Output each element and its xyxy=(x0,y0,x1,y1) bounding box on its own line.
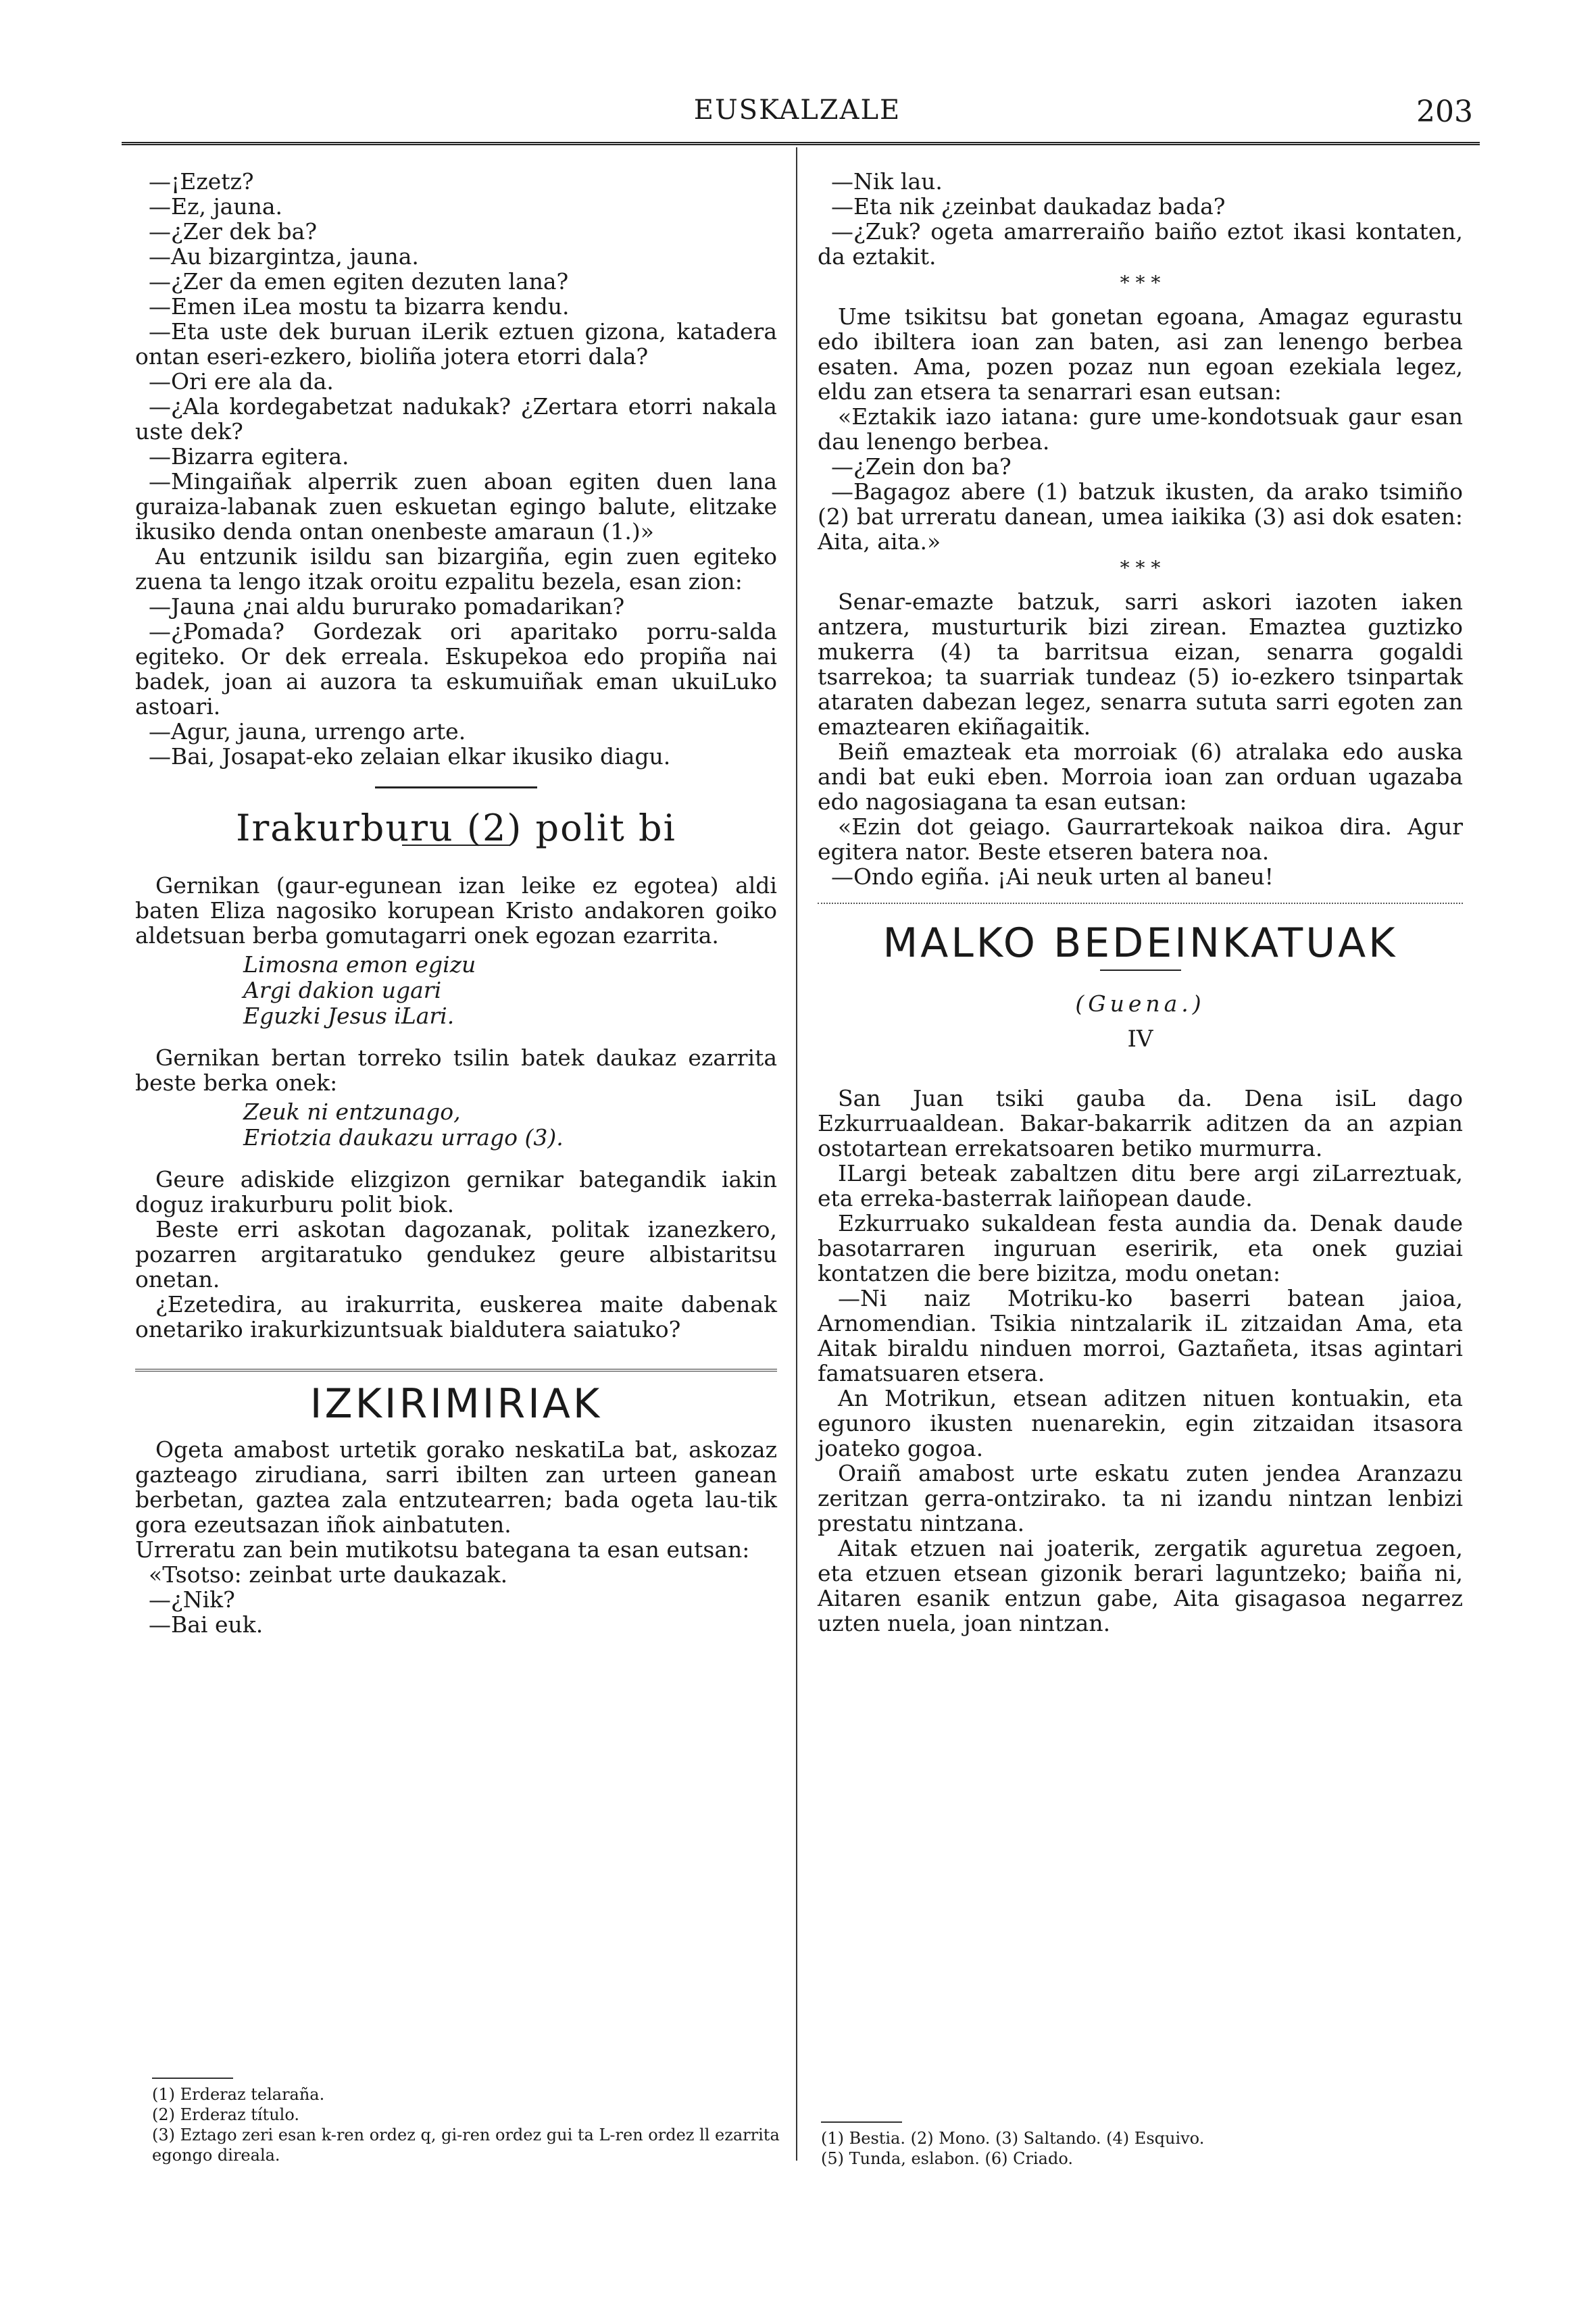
poem-line: Zeuk ni entzunago, xyxy=(243,1099,461,1125)
footnotes-left xyxy=(152,2084,784,2165)
dialogue-line: —¡Ezetz? xyxy=(149,168,254,195)
dialogue-line: —Ondo egiña. ¡Ai neuk urten al baneu! xyxy=(831,863,1274,890)
title-rule xyxy=(1100,970,1181,971)
footnotes-right xyxy=(821,2128,1463,2169)
paragraph: —Ni naiz Motriku-ko baserri batean jaioa, Arnomendian. Tsikia nintzalarik iL zitzaidan Ama, eta Aitak biraldu ninduen morroi, Gaztañeta, itsas agintari famatsuaren etsera. xyxy=(818,1285,1463,1386)
paragraph: Oraiñ amabost urte eskatu zuten jendea Aranzazu zeritzan gerra-ontzirako. ta ni izandu nintzan lenbizi prestatu nintzana. xyxy=(818,1460,1463,1536)
inscription-poem xyxy=(243,952,777,1029)
running-title: EUSKALZALE xyxy=(693,95,901,126)
dialogue-line: —¿Zuk? ogeta amarreraiño baiño eztot ikasi kontaten, da eztakit. xyxy=(818,218,1463,270)
poem-line: Eguzki Jesus iLari. xyxy=(243,1003,455,1029)
paragraph: Senar-emazte batzuk, sarri askori iazoten iaken antzera, musturturik bizi zirean. Emaztea guztizko mukerra (4) ta barritsua eizan, senarra gogaldi tsarrekoa; ta suarriak tundeaz (5) io-ezkero tsinpartak ataraten dabezan legez, senarra sututa sarri egoten zan emaztearen ekiñagaitik. xyxy=(818,588,1463,740)
poem-line: Eriotzia daukazu urrago (3). xyxy=(243,1124,564,1151)
page-number: 203 xyxy=(1416,95,1473,129)
dialogue-line: —Bai euk. xyxy=(149,1611,264,1638)
paragraph: Gernikan bertan torreko tsilin batek daukaz ezarrita beste berka onek: xyxy=(135,1045,777,1096)
poem-line: Limosna emon egizu xyxy=(243,951,476,978)
asterism: * * * xyxy=(1120,557,1161,579)
dialogue-line: —¿Ala kordegabetzat nadukak? ¿Zertara etorri nakala uste dek? xyxy=(135,393,777,445)
dialogue-line: —Ori ere ala da. xyxy=(149,368,334,395)
dialogue-line: —¿Zer da emen egiten dezuten lana? xyxy=(149,268,569,295)
section-title: MALKO BEDEINKATUAK xyxy=(882,920,1398,967)
section-divider xyxy=(818,903,1463,904)
footnote: (5) Tunda, eslabon. (6) Criado. xyxy=(821,2149,1073,2168)
dialogue-line: —¿Pomada? Gordezak ori aparitako porru-salda egiteko. Or dek erreala. Eskupekoa edo propiña nai badek, joan ai auzora ta eskumuiñak eman ukuiLuko astoari. xyxy=(135,618,777,720)
dialogue-line: «Tsotso: zeinbat urte daukazak. xyxy=(149,1561,508,1588)
dialogue-line: —¿Nik? xyxy=(149,1586,235,1613)
paragraph: Ume tsikitsu bat gonetan egoana, Amagaz egurastu edo ibiltera ioan zan baten, asi zan lenengo berbea esaten. Ama, pozen pozaz nun egoan ezekiala legez, eldu zan etsera ta senarrari esan eutsan: xyxy=(818,303,1463,405)
dialogue-line: —Au bizargintza, jauna. xyxy=(149,243,419,270)
paragraph: Geure adiskide elizgizon gernikar bategandik iakin doguz irakurburu polit biok. xyxy=(135,1166,777,1217)
dialogue-line: —Bizarra egitera. xyxy=(149,443,349,470)
dialogue-line: —¿Zein don ba? xyxy=(831,453,1012,480)
footnote: (1) Bestia. (2) Mono. (3) Saltando. (4) Esquivo. xyxy=(821,2129,1205,2148)
asterism: * * * xyxy=(1120,272,1161,294)
dialogue-line: —Emen iLea mostu ta bizarra kendu. xyxy=(149,293,570,320)
dialogue-line: —Mingaiñak alperrik zuen aboan egiten duen lana guraiza-labanak zuen eskuetan egingo balute, elitzake ikusiko denda ontan onenbeste amaraun (1.)» xyxy=(135,468,777,545)
dialogue-line: —Jauna ¿nai aldu bururako pomadarikan? xyxy=(149,593,625,620)
dialogue-line: —¿Zer dek ba? xyxy=(149,218,318,245)
right-column xyxy=(818,169,1463,1636)
paragraph: Aitak etzuen nai joaterik, zergatik aguretua zegoen, eta etzuen etsean gizonik berari laguntzeko; baiña ni, Aitaren esanik entzun gabe, Aita gisagasoa negarrez uzten nuela, joan nintzan. xyxy=(818,1535,1463,1636)
paragraph: Beiñ emazteak eta morroiak (6) atralaka edo auska andi bat euki eben. Morroia ioan zan orduan ugazaba edo nagosiagana ta esan eutsan: xyxy=(818,738,1463,815)
section-title: IZKIRIMIRIAK xyxy=(309,1380,603,1428)
paragraph: Gernikan (gaur-egunean izan leike ez egotea) aldi baten Eliza nagosiko korupean Kristo andakoren goiko aldetsuan berba gomutagarri onek egozan ezarrita. xyxy=(135,872,777,949)
paragraph: «Ezin dot geiago. Gaurrartekoak naikoa dira. Agur egitera nator. Beste etseren batera noa. xyxy=(818,813,1463,865)
footnote-rule xyxy=(821,2121,902,2123)
paragraph: Beste erri askotan dagozanak, politak izanezkero, pozarren argitaratuko gendukez geure albistaritsu onetan. xyxy=(135,1216,777,1292)
section-divider xyxy=(135,1369,777,1372)
footnote-rule xyxy=(152,2078,233,2079)
paragraph: San Juan tsiki gauba da. Dena isiL dago Ezkurruaaldean. Bakar-bakarrik aditzen da an azpian ostotartean errekatsoaren betiko murmurra. xyxy=(818,1085,1463,1161)
footnote: (3) Eztago zeri esan k-ren ordez q, gi-ren ordez gui ta L-ren ordez ll ezarrita egongo direala. xyxy=(152,2126,780,2165)
left-column xyxy=(135,169,777,1637)
header-rule xyxy=(122,142,1480,145)
dialogue-line: —Nik lau. xyxy=(831,168,943,195)
chapter-number: IV xyxy=(1127,1026,1153,1053)
dialogue-line: —Eta nik ¿zeinbat daukadaz bada? xyxy=(831,193,1226,220)
dialogue-line: —Agur, jauna, urrengo arte. xyxy=(149,718,466,745)
poem-line: Argi dakion ugari xyxy=(243,977,442,1003)
inscription-poem xyxy=(243,1099,777,1151)
dialogue-line: —Bai, Josapat-eko zelaian elkar ikusiko diagu. xyxy=(149,743,671,770)
subtitle: (Guena.) xyxy=(1075,990,1205,1017)
ornament-rule xyxy=(375,786,537,788)
dialogue-line: —Ez, jauna. xyxy=(149,193,283,220)
paragraph: ¿Ezetedira, au irakurrita, euskerea maite dabenak onetariko irakurkizuntsuak bialdutera saiatuko? xyxy=(135,1291,777,1342)
paragraph: Ogeta amabost urtetik gorako neskatiLa bat, askozaz gazteago zirudiana, sarri ibilten zan urteen ganean berbetan, gaztea zala entzutearren; bada ogeta lau-tik gora ezeutsazan iñok ainbatuten. xyxy=(135,1436,777,1538)
section-title: Irakurburu (2) polit bi xyxy=(236,807,676,849)
paragraph: «Eztakik iazo iatana: gure ume-kondotsuak gaur esan dau lenengo berbea. xyxy=(818,403,1463,455)
paragraph: ILargi beteak zabaltzen ditu bere argi ziLarreztuak, eta erreka-basterrak laiñopean daude. xyxy=(818,1160,1463,1211)
paragraph: Ezkurruako sukaldean festa aundia da. Denak daude basotarraren inguruan eseririk, eta onek guziai kontatzen die bere bizitza, modu onetan: xyxy=(818,1210,1463,1286)
paragraph: An Motrikun, etsean aditzen nituen kontuakin, eta egunoro ikusten nuenarekin, egin zitzaidan itsasora joateko gogoa. xyxy=(818,1385,1463,1461)
page-header xyxy=(122,95,1473,135)
footnote: (2) Erderaz título. xyxy=(152,2105,299,2124)
dialogue-line: —Eta uste dek buruan iLerik eztuen gizona, katadera ontan eseri-ezkero, bioliña jotera etorri dala? xyxy=(135,318,777,370)
footnote: (1) Erderaz telaraña. xyxy=(152,2085,325,2104)
paragraph: Urreratu zan bein mutikotsu bategana ta esan eutsan: xyxy=(135,1536,750,1563)
narration-paragraph: Au entzunik isildu san bizargiña, egin zuen egiteko zuena ta lengo itzak oroitu ezpalitu bezela, esan zion: xyxy=(135,543,777,595)
column-divider xyxy=(796,147,797,2161)
dialogue-line: —Bagagoz abere (1) batzuk ikusten, da arako tsimiño (2) bat urreratu danean, umea iaikika (3) asi dok esaten: Aita, aita.» xyxy=(818,478,1463,555)
